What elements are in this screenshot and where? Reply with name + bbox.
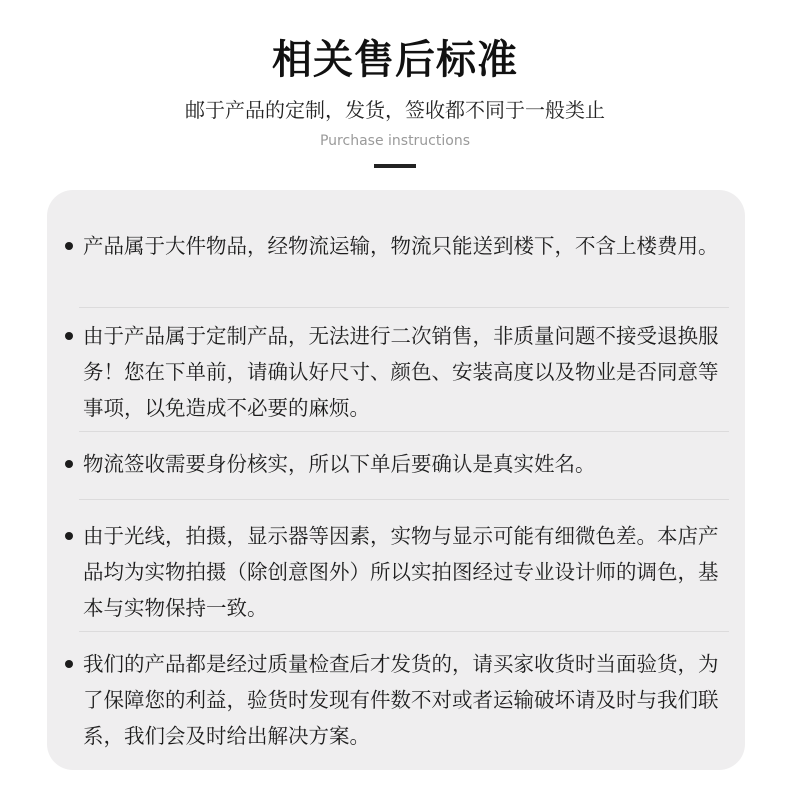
- list-item: [83, 318, 733, 426]
- bullet-icon: [65, 242, 73, 250]
- page-subtitle: 邮于产品的定制，发货，签收都不同于一般类止: [185, 98, 605, 122]
- item-text: 产品属于大件物品，经物流运输，物流只能送到楼下，不含上楼费用。: [83, 234, 719, 258]
- item-separator: [79, 499, 729, 500]
- english-subtitle: Purchase instructions: [319, 133, 470, 149]
- list-item: [83, 518, 733, 626]
- instructions-panel: [47, 190, 745, 770]
- item-text: 物流签收需要身份核实，所以下单后要确认是真实姓名。: [83, 452, 596, 476]
- page-title: 相关售后标准: [272, 37, 518, 83]
- list-item: [83, 446, 733, 482]
- bullet-icon: [65, 660, 73, 668]
- list-item: [83, 228, 733, 264]
- bullet-icon: [65, 332, 73, 340]
- item-text: 由于产品属于定制产品，无法进行二次销售，非质量问题不接受退换服务！您在下单前，请确认好尺寸、颜色、安装高度以及物业是否同意等事项，以免造成不必要的麻烦。: [83, 324, 719, 420]
- item-text: 我们的产品都是经过质量检查后才发货的，请买家收货时当面验货，为了保障您的利益，验货时发现有件数不对或者运输破坏请及时与我们联系，我们会及时给出解决方案。: [83, 652, 719, 748]
- item-separator: [79, 307, 729, 308]
- bullet-icon: [65, 532, 73, 540]
- item-separator: [79, 431, 729, 432]
- item-separator: [79, 631, 729, 632]
- title-divider: [374, 164, 416, 168]
- item-text: 由于光线，拍摄，显示器等因素，实物与显示可能有细微色差。本店产品均为实物拍摄（除创意图外）所以实拍图经过专业设计师的调色，基本与实物保持一致。: [83, 524, 719, 620]
- bullet-icon: [65, 460, 73, 468]
- list-item: [83, 646, 733, 754]
